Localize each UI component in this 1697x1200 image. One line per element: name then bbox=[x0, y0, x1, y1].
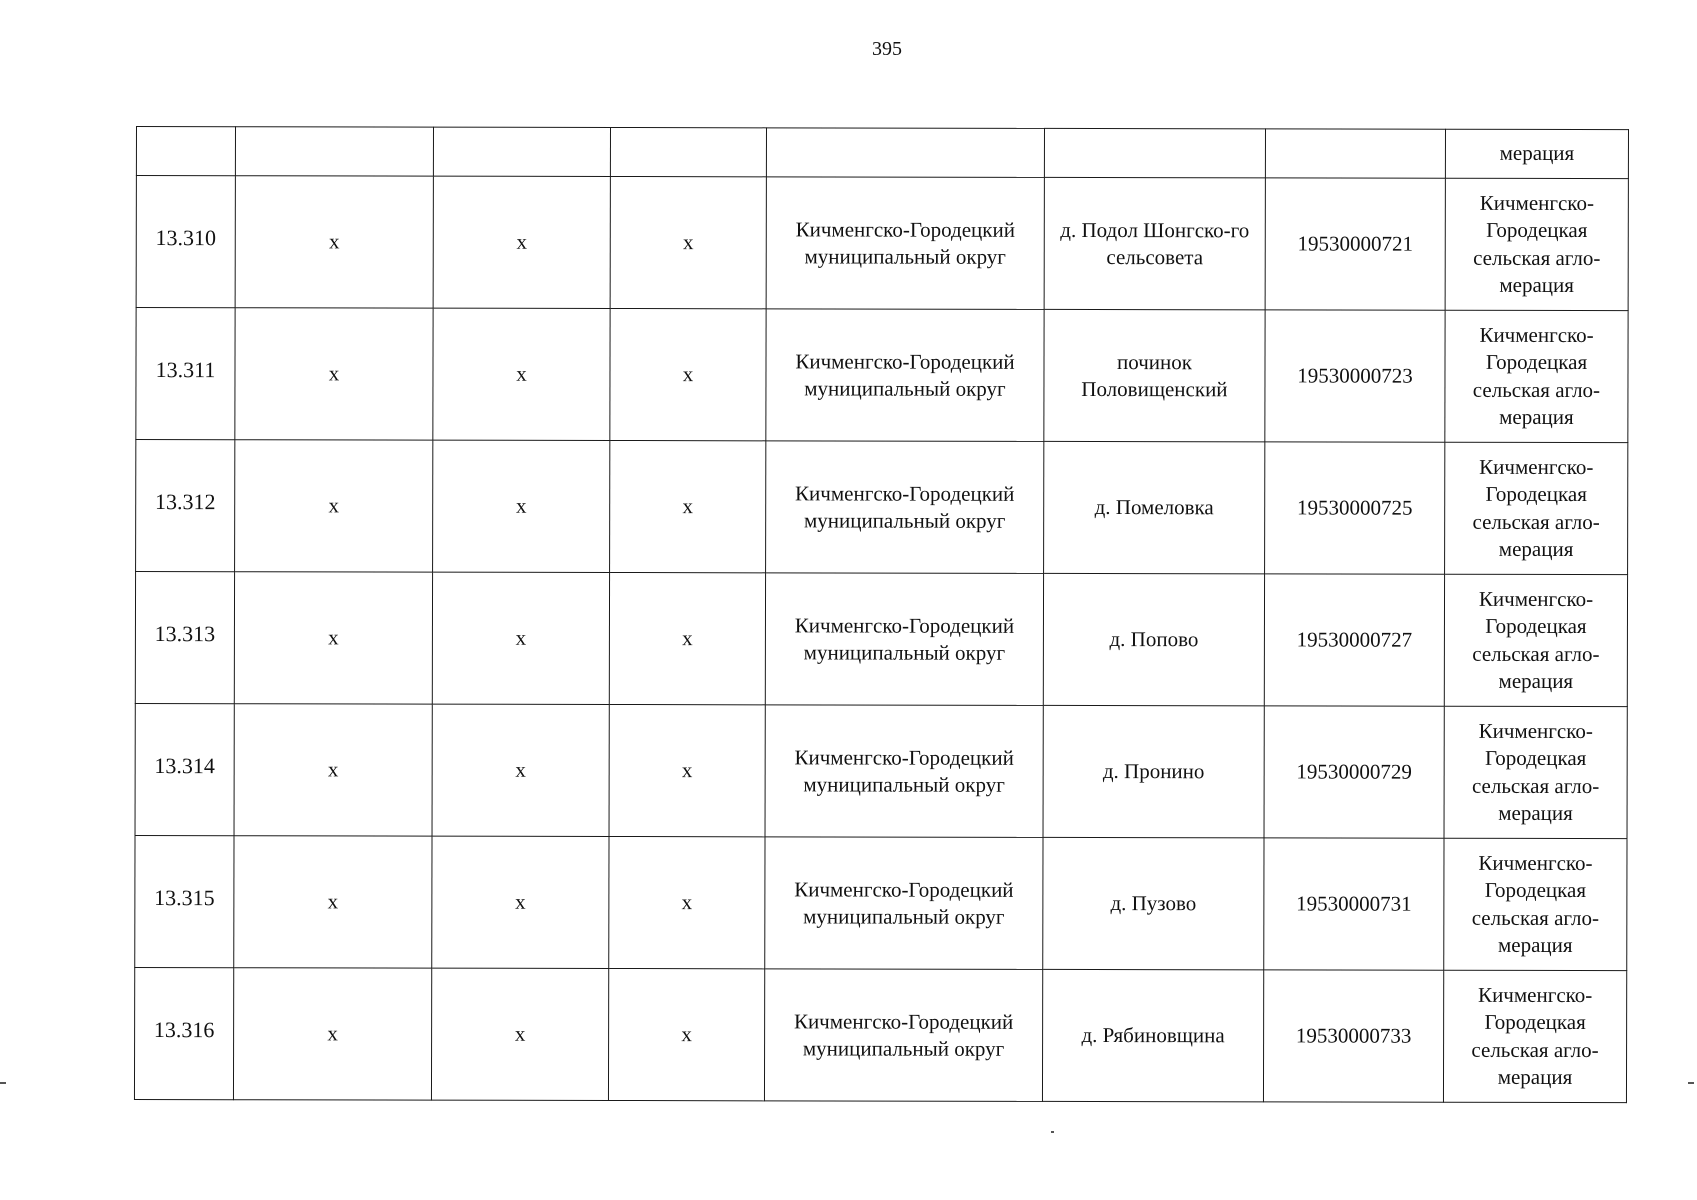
table-row bbox=[136, 176, 1628, 311]
cell-agglomeration-tail: мерация bbox=[1445, 129, 1628, 178]
page-number: 395 bbox=[872, 38, 902, 60]
cell-agglomeration: Кичменгско-Городецкая сельская агло-мерация bbox=[1444, 574, 1627, 706]
cell-settlement: д. Помеловка bbox=[1044, 441, 1265, 573]
table-row bbox=[135, 835, 1627, 970]
cell-x: x bbox=[233, 968, 431, 1100]
cell-settlement: д. Пронино bbox=[1043, 705, 1264, 837]
cell-x: x bbox=[235, 308, 433, 440]
cell-agglomeration: Кичменгско-Городецкая сельская агло-мерация bbox=[1445, 442, 1628, 574]
cell-agglomeration: Кичменгско-Городецкая сельская агло-мерация bbox=[1444, 838, 1627, 970]
cell-settlement: д. Подол Шонгско-го сельсовета bbox=[1044, 177, 1265, 309]
cell-x: x bbox=[609, 704, 765, 836]
cell-number: 13.312 bbox=[136, 440, 235, 572]
cell-x: x bbox=[609, 572, 765, 704]
cell-number: 13.313 bbox=[135, 572, 234, 704]
cell-district: Кичменгско-Городецкий муниципальный округ bbox=[766, 309, 1044, 442]
cell-empty bbox=[1265, 129, 1445, 178]
cell-code: 19530000731 bbox=[1264, 838, 1444, 970]
table-row bbox=[136, 440, 1628, 575]
cell-district: Кичменгско-Городецкий муниципальный округ bbox=[766, 177, 1044, 310]
cell-x: x bbox=[609, 836, 765, 968]
cell-number: 13.316 bbox=[134, 967, 233, 1099]
cell-empty bbox=[766, 128, 1044, 178]
cell-x: x bbox=[234, 572, 432, 704]
cell-code: 19530000727 bbox=[1264, 574, 1444, 706]
cell-empty bbox=[433, 127, 610, 176]
cell-number: 13.315 bbox=[135, 835, 234, 967]
cell-x: x bbox=[610, 440, 766, 572]
cell-x: x bbox=[433, 440, 610, 572]
cell-settlement: д. Попово bbox=[1043, 573, 1264, 705]
scan-mark bbox=[1051, 1131, 1054, 1133]
cell-district: Кичменгско-Городецкий муниципальный округ bbox=[766, 441, 1044, 574]
cell-code: 19530000733 bbox=[1263, 970, 1443, 1102]
cell-district: Кичменгско-Городецкий муниципальный округ bbox=[765, 837, 1043, 970]
cell-number: 13.311 bbox=[136, 308, 235, 440]
cell-x: x bbox=[610, 176, 766, 308]
cell-agglomeration: Кичменгско-Городецкая сельская агло-мерация bbox=[1445, 178, 1628, 310]
cell-x: x bbox=[234, 836, 432, 968]
table-row-continuation bbox=[136, 127, 1628, 179]
cell-number: 13.310 bbox=[136, 176, 235, 308]
cell-x: x bbox=[432, 836, 609, 968]
cell-district: Кичменгско-Городецкий муниципальный округ bbox=[765, 573, 1043, 706]
cell-empty bbox=[235, 127, 433, 176]
cell-settlement: д. Пузово bbox=[1043, 837, 1264, 969]
cell-x: x bbox=[608, 968, 764, 1100]
cell-x: x bbox=[433, 308, 610, 440]
cell-x: x bbox=[432, 572, 609, 704]
cell-district: Кичменгско-Городецкий муниципальный округ bbox=[765, 705, 1043, 838]
cell-x: x bbox=[235, 176, 433, 308]
cell-x: x bbox=[234, 704, 432, 836]
cell-x: x bbox=[432, 704, 609, 836]
cell-agglomeration: Кичменгско-Городецкая сельская агло-мерация bbox=[1444, 706, 1627, 838]
cell-agglomeration: Кичменгско-Городецкая сельская агло-мерация bbox=[1445, 310, 1628, 442]
scan-mark bbox=[0, 1082, 6, 1084]
cell-number: 13.314 bbox=[135, 703, 234, 835]
cell-settlement: починок Половищенский bbox=[1044, 309, 1265, 441]
cell-code: 19530000723 bbox=[1265, 310, 1445, 442]
cell-x: x bbox=[431, 968, 608, 1100]
table-row bbox=[136, 308, 1628, 443]
cell-agglomeration: Кичменгско-Городецкая сельская агло-мерация bbox=[1443, 970, 1626, 1102]
table-row bbox=[134, 967, 1626, 1102]
cell-x: x bbox=[433, 176, 610, 308]
cell-empty bbox=[136, 127, 235, 176]
registry-table bbox=[134, 126, 1629, 1103]
cell-x: x bbox=[235, 440, 433, 572]
cell-x: x bbox=[610, 308, 766, 440]
table-row bbox=[135, 572, 1627, 707]
cell-code: 19530000721 bbox=[1265, 178, 1445, 310]
table-row bbox=[135, 703, 1627, 838]
scan-mark bbox=[1688, 1082, 1694, 1084]
cell-empty bbox=[610, 127, 766, 176]
cell-code: 19530000729 bbox=[1264, 706, 1444, 838]
cell-empty bbox=[1044, 128, 1265, 177]
cell-code: 19530000725 bbox=[1265, 442, 1445, 574]
cell-district: Кичменгско-Городецкий муниципальный округ bbox=[764, 969, 1042, 1102]
cell-settlement: д. Рябиновщина bbox=[1042, 969, 1263, 1101]
